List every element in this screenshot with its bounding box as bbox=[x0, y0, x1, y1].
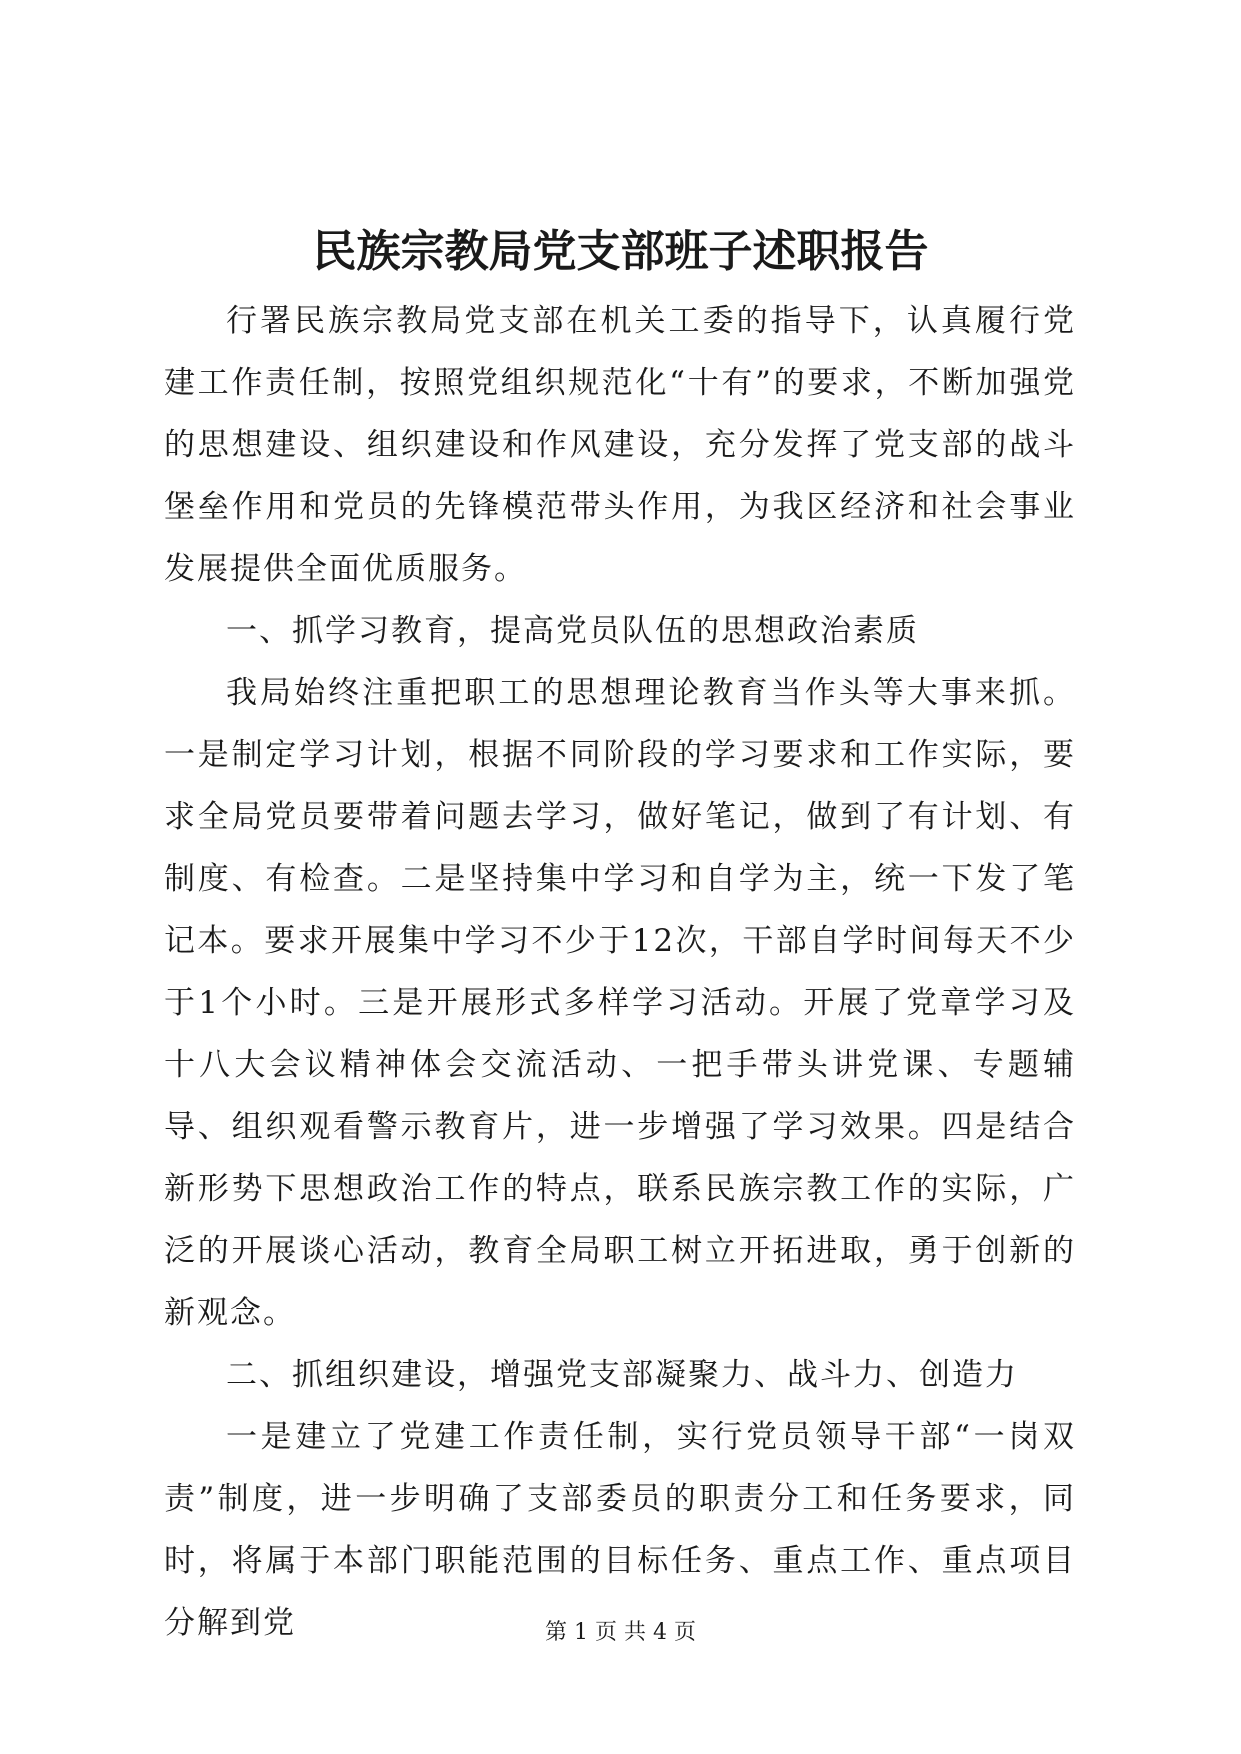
paragraph-section-1: 我局始终注重把职工的思想理论教育当作头等大事来抓。一是制定学习计划，根据不同阶段的学习要求和工作实际，要求全局党员要带着问题去学习，做好笔记，做到了有计划、有制度、有检查。二是坚持集中学习和自学为主，统一下发了笔记本。要求开展集中学习不少于12次，干部自学时间每天不少于1个小时。三是开展形式多样学习活动。开展了党章学习及十八大会议精神体会交流活动、一把手带头讲党课、专题辅导、组织观看警示教育片，进一步增强了学习效果。四是结合新形势下思想政治工作的特点，联系民族宗教工作的实际，广泛的开展谈心活动，教育全局职工树立开拓进取，勇于创新的新观念。 bbox=[164, 675, 1076, 1331]
page-number-footer: 第 1 页 共 4 页 bbox=[545, 1620, 696, 1645]
section-heading-1: 一、抓学习教育，提高党员队伍的思想政治素质 bbox=[226, 613, 919, 649]
page-title: 民族宗教局党支部班子述职报告 bbox=[312, 226, 929, 277]
paragraph-intro: 行署民族宗教局党支部在机关工委的指导下，认真履行党建工作责任制，按照党组织规范化“十有”的要求，不断加强党的思想建设、组织建设和作风建设，充分发挥了党支部的战斗堡垒作用和党员的先锋模范带头作用，为我区经济和社会事业发展提供全面优质服务。 bbox=[164, 303, 1076, 587]
document-body bbox=[164, 290, 1076, 1654]
section-heading-2: 二、抓组织建设，增强党支部凝聚力、战斗力、创造力 bbox=[226, 1357, 1018, 1393]
paragraph-section-2: 一是建立了党建工作责任制，实行党员领导干部“一岗双责”制度，进一步明确了支部委员的职责分工和任务要求，同时，将属于本部门职能范围的目标任务、重点工作、重点项目分解到党 bbox=[164, 1419, 1076, 1641]
